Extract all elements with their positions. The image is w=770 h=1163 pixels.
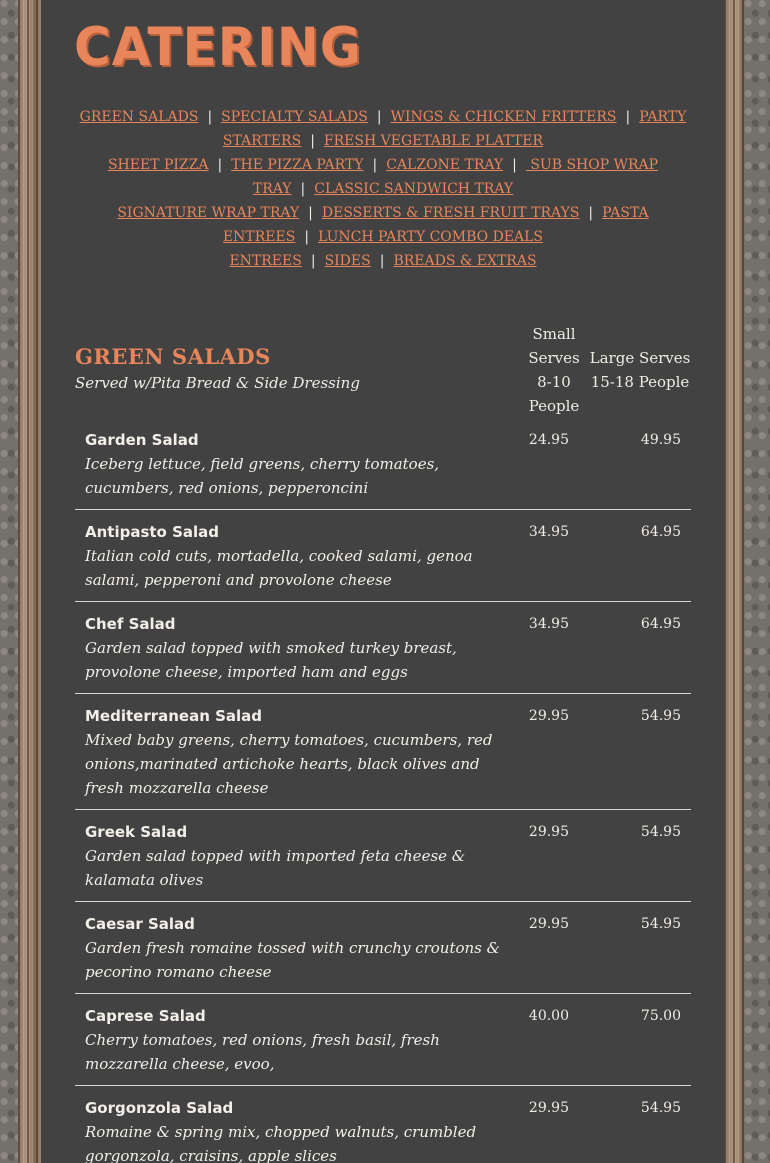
nav-separator: |: [217, 157, 223, 173]
nav-link-sheet-pizza[interactable]: SHEET PIZZA: [107, 157, 209, 173]
menu-item: [75, 602, 691, 694]
item-name: Greek Salad: [85, 823, 188, 841]
item-description: Italian cold cuts, mortadella, cooked salami, genoa salami, pepperoni and provolone cheese: [85, 547, 473, 589]
nav-link-lunch-party-combo[interactable]: LUNCH PARTY COMBO DEALS: [318, 229, 544, 245]
nav-link-pasta-entrees[interactable]: PASTA ENTREES: [222, 205, 649, 245]
large-price: 54.95: [640, 916, 681, 932]
menu-item-list: [75, 418, 691, 1163]
item-name: Caesar Salad: [85, 915, 195, 933]
large-price: 75.00: [640, 1008, 681, 1024]
nav-link-signature-wrap-tray[interactable]: SIGNATURE WRAP TRAY: [117, 205, 300, 221]
menu-item: [75, 994, 691, 1086]
nav-link-calzone-tray[interactable]: CALZONE TRAY: [386, 157, 504, 173]
nav-separator: |: [310, 133, 315, 149]
nav-link-breads-extras[interactable]: BREADS & EXTRAS: [393, 253, 537, 269]
large-price: 54.95: [640, 708, 681, 724]
category-nav: [71, 105, 695, 273]
nav-link-desserts[interactable]: DESSERTS & FRESH FRUIT TRAYS: [321, 205, 580, 221]
right-stone-border: [744, 0, 770, 1163]
nav-separator: |: [300, 181, 306, 197]
large-price: 54.95: [640, 824, 681, 840]
nav-separator: |: [207, 109, 213, 125]
item-name: Caprese Salad: [85, 1007, 206, 1025]
item-description: Garden fresh romaine tossed with crunchy croutons & pecorino romano cheese: [85, 939, 500, 981]
nav-link-sub-shop-wrap-tray[interactable]: SUB SHOP WRAP TRAY: [252, 157, 659, 197]
small-price: 40.00: [528, 1008, 569, 1024]
nav-separator: |: [372, 157, 378, 173]
item-name: Gorgonzola Salad: [85, 1099, 234, 1117]
small-price: 29.95: [528, 824, 569, 840]
nav-separator: |: [376, 109, 382, 125]
menu-item: [75, 902, 691, 994]
small-price: 29.95: [528, 916, 569, 932]
section-subtitle: Served w/Pita Bread & Side Dressing: [75, 374, 360, 392]
small-price: 29.95: [528, 1100, 569, 1116]
item-description: Romaine & spring mix, chopped walnuts, crumbled gorgonzola, craisins, apple slices: [85, 1123, 477, 1163]
content-panel: [41, 0, 725, 1163]
section-title: GREEN SALADS: [75, 344, 271, 369]
large-price: 64.95: [640, 524, 681, 540]
nav-separator: |: [310, 253, 316, 269]
small-price: 24.95: [528, 432, 569, 448]
item-description: Garden salad topped with smoked turkey breast, provolone cheese, imported ham and eggs: [85, 639, 457, 681]
nav-separator: |: [379, 253, 385, 269]
large-price: 49.95: [640, 432, 681, 448]
menu-item: [75, 1086, 691, 1163]
large-price: 64.95: [640, 616, 681, 632]
left-wood-border: [18, 0, 42, 1163]
nav-link-green-salads[interactable]: GREEN SALADS: [79, 109, 199, 125]
page-title: CATERING: [74, 16, 362, 78]
large-price: 54.95: [640, 1100, 681, 1116]
menu-item: [75, 694, 691, 810]
menu-section: [75, 322, 691, 1163]
small-size-header: Small Serves 8-10 People: [528, 325, 580, 415]
small-price: 34.95: [528, 524, 569, 540]
item-description: Mixed baby greens, cherry tomatoes, cucumbers, red onions,marinated artichoke hearts, black olives and fresh mozzarella cheese: [85, 731, 493, 797]
item-name: Garden Salad: [85, 431, 199, 449]
nav-separator: |: [308, 205, 313, 221]
menu-item: [75, 418, 691, 510]
nav-separator: |: [625, 109, 631, 125]
nav-link-pizza-party[interactable]: THE PIZZA PARTY: [231, 157, 364, 173]
small-price: 29.95: [528, 708, 569, 724]
large-size-header: Large Serves 15-18 People: [589, 349, 691, 391]
item-description: Iceberg lettuce, field greens, cherry tomatoes, cucumbers, red onions, pepperoncini: [85, 455, 440, 497]
small-price: 34.95: [528, 616, 569, 632]
section-header: [75, 322, 691, 418]
item-description: Cherry tomatoes, red onions, fresh basil, fresh mozzarella cheese, evoo,: [85, 1031, 440, 1073]
item-description: Garden salad topped with imported feta cheese & kalamata olives: [85, 847, 466, 889]
item-name: Antipasto Salad: [85, 523, 220, 541]
nav-link-vegetable-platter[interactable]: FRESH VEGETABLE PLATTER: [323, 133, 544, 149]
item-name: Mediterranean Salad: [85, 707, 263, 725]
nav-separator: |: [588, 205, 594, 221]
nav-link-sides[interactable]: SIDES: [324, 253, 371, 269]
menu-item: [75, 810, 691, 902]
nav-link-classic-sandwich-tray[interactable]: CLASSIC SANDWICH TRAY: [314, 181, 514, 197]
item-name: Chef Salad: [85, 615, 176, 633]
nav-link-party-starters[interactable]: PARTY STARTERS: [222, 109, 687, 149]
nav-link-entrees[interactable]: ENTREES: [229, 253, 302, 269]
menu-item: [75, 510, 691, 602]
nav-link-wings[interactable]: WINGS & CHICKEN FRITTERS: [390, 109, 617, 125]
nav-separator: |: [512, 157, 517, 173]
nav-link-specialty-salads[interactable]: SPECIALTY SALADS: [221, 109, 368, 125]
nav-separator: |: [304, 229, 310, 245]
